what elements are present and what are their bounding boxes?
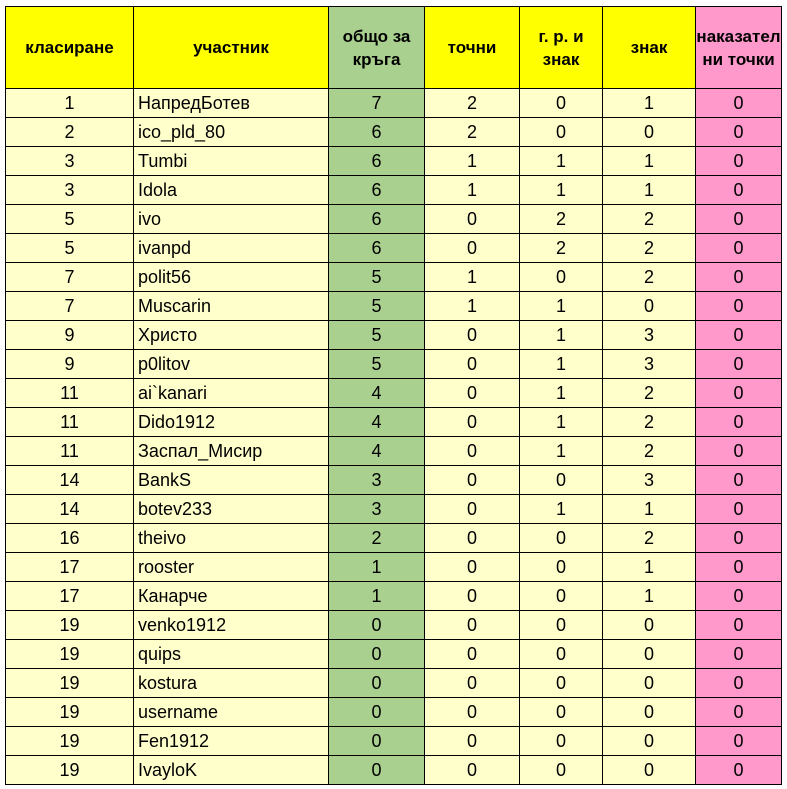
cell-total: 3 (329, 495, 425, 524)
cell-sign: 1 (603, 553, 696, 582)
cell-penalty: 0 (696, 524, 782, 553)
cell-penalty: 0 (696, 408, 782, 437)
cell-total: 6 (329, 234, 425, 263)
cell-gd-sign: 0 (520, 582, 603, 611)
table-row (6, 379, 782, 408)
table-row (6, 495, 782, 524)
cell-gd-sign: 0 (520, 698, 603, 727)
cell-participant: botev233 (134, 495, 329, 524)
cell-penalty: 0 (696, 379, 782, 408)
cell-total: 0 (329, 669, 425, 698)
cell-exact: 0 (425, 350, 520, 379)
cell-participant: Dido1912 (134, 408, 329, 437)
cell-total: 5 (329, 263, 425, 292)
cell-rank: 19 (6, 669, 134, 698)
cell-rank: 2 (6, 118, 134, 147)
cell-participant: Канарче (134, 582, 329, 611)
cell-rank: 16 (6, 524, 134, 553)
cell-exact: 0 (425, 234, 520, 263)
table-row (6, 321, 782, 350)
cell-total: 0 (329, 756, 425, 785)
cell-sign: 2 (603, 234, 696, 263)
cell-exact: 0 (425, 495, 520, 524)
cell-penalty: 0 (696, 698, 782, 727)
cell-sign: 0 (603, 611, 696, 640)
cell-sign: 1 (603, 89, 696, 118)
cell-penalty: 0 (696, 89, 782, 118)
header-exact: точни (425, 7, 520, 89)
cell-exact: 2 (425, 89, 520, 118)
cell-penalty: 0 (696, 669, 782, 698)
cell-rank: 11 (6, 437, 134, 466)
cell-rank: 11 (6, 408, 134, 437)
cell-sign: 1 (603, 176, 696, 205)
cell-participant: Tumbi (134, 147, 329, 176)
table-row (6, 698, 782, 727)
cell-participant: ivo (134, 205, 329, 234)
header-participant: участник (134, 7, 329, 89)
cell-exact: 0 (425, 466, 520, 495)
cell-exact: 0 (425, 321, 520, 350)
cell-rank: 7 (6, 263, 134, 292)
table-row (6, 756, 782, 785)
cell-rank: 14 (6, 466, 134, 495)
table-row (6, 234, 782, 263)
cell-total: 2 (329, 524, 425, 553)
cell-gd-sign: 1 (520, 379, 603, 408)
cell-exact: 0 (425, 379, 520, 408)
cell-rank: 17 (6, 553, 134, 582)
header-gd-sign: г. р. и знак (520, 7, 603, 89)
cell-rank: 5 (6, 234, 134, 263)
cell-exact: 0 (425, 582, 520, 611)
cell-exact: 0 (425, 756, 520, 785)
table-row (6, 727, 782, 756)
cell-participant: Христо (134, 321, 329, 350)
cell-penalty: 0 (696, 466, 782, 495)
cell-gd-sign: 1 (520, 495, 603, 524)
cell-total: 5 (329, 292, 425, 321)
cell-total: 7 (329, 89, 425, 118)
cell-gd-sign: 1 (520, 437, 603, 466)
cell-penalty: 0 (696, 234, 782, 263)
cell-total: 5 (329, 321, 425, 350)
cell-penalty: 0 (696, 263, 782, 292)
cell-rank: 14 (6, 495, 134, 524)
cell-exact: 0 (425, 611, 520, 640)
cell-participant: BankS (134, 466, 329, 495)
cell-exact: 0 (425, 698, 520, 727)
cell-rank: 9 (6, 321, 134, 350)
cell-gd-sign: 0 (520, 118, 603, 147)
table-row (6, 176, 782, 205)
cell-gd-sign: 0 (520, 553, 603, 582)
cell-total: 4 (329, 437, 425, 466)
cell-total: 0 (329, 611, 425, 640)
cell-sign: 2 (603, 263, 696, 292)
cell-penalty: 0 (696, 553, 782, 582)
cell-participant: ivanpd (134, 234, 329, 263)
cell-sign: 3 (603, 321, 696, 350)
header-penalty: наказателни точки (696, 7, 782, 89)
cell-exact: 0 (425, 553, 520, 582)
cell-participant: ai`kanari (134, 379, 329, 408)
cell-rank: 1 (6, 89, 134, 118)
cell-participant: venko1912 (134, 611, 329, 640)
cell-participant: quips (134, 640, 329, 669)
cell-participant: Заспал_Мисир (134, 437, 329, 466)
cell-participant: НапредБотев (134, 89, 329, 118)
cell-sign: 2 (603, 524, 696, 553)
cell-rank: 11 (6, 379, 134, 408)
cell-rank: 17 (6, 582, 134, 611)
cell-sign: 1 (603, 147, 696, 176)
cell-rank: 3 (6, 176, 134, 205)
cell-participant: p0litov (134, 350, 329, 379)
cell-penalty: 0 (696, 147, 782, 176)
cell-gd-sign: 0 (520, 727, 603, 756)
cell-penalty: 0 (696, 640, 782, 669)
cell-penalty: 0 (696, 350, 782, 379)
cell-total: 6 (329, 147, 425, 176)
table-row (6, 292, 782, 321)
standings-table (5, 6, 782, 785)
cell-participant: Idola (134, 176, 329, 205)
cell-gd-sign: 0 (520, 89, 603, 118)
cell-sign: 0 (603, 118, 696, 147)
cell-sign: 2 (603, 408, 696, 437)
cell-participant: theivo (134, 524, 329, 553)
table-row (6, 408, 782, 437)
cell-penalty: 0 (696, 727, 782, 756)
cell-gd-sign: 0 (520, 466, 603, 495)
table-row (6, 437, 782, 466)
cell-sign: 2 (603, 437, 696, 466)
cell-total: 6 (329, 205, 425, 234)
cell-exact: 0 (425, 408, 520, 437)
cell-total: 1 (329, 553, 425, 582)
table-row (6, 118, 782, 147)
cell-gd-sign: 0 (520, 640, 603, 669)
cell-sign: 2 (603, 379, 696, 408)
cell-participant: ico_pld_80 (134, 118, 329, 147)
cell-penalty: 0 (696, 495, 782, 524)
cell-penalty: 0 (696, 176, 782, 205)
cell-rank: 19 (6, 698, 134, 727)
cell-sign: 0 (603, 292, 696, 321)
table-row (6, 611, 782, 640)
cell-sign: 0 (603, 640, 696, 669)
table-row (6, 350, 782, 379)
cell-total: 6 (329, 118, 425, 147)
cell-gd-sign: 0 (520, 611, 603, 640)
cell-sign: 3 (603, 350, 696, 379)
table-row (6, 640, 782, 669)
cell-exact: 0 (425, 205, 520, 234)
cell-participant: Muscarin (134, 292, 329, 321)
cell-rank: 19 (6, 727, 134, 756)
cell-exact: 0 (425, 727, 520, 756)
cell-gd-sign: 0 (520, 524, 603, 553)
cell-rank: 7 (6, 292, 134, 321)
header-row (6, 7, 782, 89)
cell-exact: 1 (425, 176, 520, 205)
cell-gd-sign: 2 (520, 234, 603, 263)
cell-rank: 19 (6, 640, 134, 669)
cell-participant: Fen1912 (134, 727, 329, 756)
cell-gd-sign: 1 (520, 350, 603, 379)
cell-gd-sign: 0 (520, 756, 603, 785)
cell-penalty: 0 (696, 321, 782, 350)
cell-total: 4 (329, 408, 425, 437)
cell-penalty: 0 (696, 118, 782, 147)
cell-penalty: 0 (696, 205, 782, 234)
cell-gd-sign: 1 (520, 292, 603, 321)
table-row (6, 263, 782, 292)
cell-exact: 0 (425, 524, 520, 553)
cell-penalty: 0 (696, 611, 782, 640)
header-total: общо за кръга (329, 7, 425, 89)
cell-total: 6 (329, 176, 425, 205)
cell-rank: 19 (6, 611, 134, 640)
cell-gd-sign: 1 (520, 147, 603, 176)
cell-sign: 1 (603, 582, 696, 611)
cell-penalty: 0 (696, 582, 782, 611)
cell-total: 0 (329, 727, 425, 756)
header-rank: класиране (6, 7, 134, 89)
cell-exact: 0 (425, 669, 520, 698)
cell-total: 4 (329, 379, 425, 408)
cell-rank: 5 (6, 205, 134, 234)
cell-participant: polit56 (134, 263, 329, 292)
cell-sign: 0 (603, 669, 696, 698)
table-row (6, 89, 782, 118)
cell-sign: 2 (603, 205, 696, 234)
cell-exact: 0 (425, 437, 520, 466)
cell-total: 0 (329, 698, 425, 727)
cell-participant: IvayloK (134, 756, 329, 785)
cell-penalty: 0 (696, 437, 782, 466)
cell-gd-sign: 0 (520, 263, 603, 292)
table-row (6, 524, 782, 553)
cell-sign: 0 (603, 756, 696, 785)
cell-penalty: 0 (696, 292, 782, 321)
cell-total: 1 (329, 582, 425, 611)
cell-sign: 0 (603, 727, 696, 756)
cell-rank: 9 (6, 350, 134, 379)
cell-sign: 0 (603, 698, 696, 727)
table-row (6, 466, 782, 495)
header-sign: знак (603, 7, 696, 89)
table-row (6, 553, 782, 582)
cell-exact: 1 (425, 263, 520, 292)
cell-rank: 3 (6, 147, 134, 176)
table-row (6, 582, 782, 611)
cell-sign: 3 (603, 466, 696, 495)
cell-total: 0 (329, 640, 425, 669)
cell-gd-sign: 0 (520, 669, 603, 698)
cell-exact: 1 (425, 292, 520, 321)
table-row (6, 147, 782, 176)
cell-gd-sign: 2 (520, 205, 603, 234)
cell-gd-sign: 1 (520, 176, 603, 205)
cell-rank: 19 (6, 756, 134, 785)
cell-total: 5 (329, 350, 425, 379)
cell-sign: 1 (603, 495, 696, 524)
cell-exact: 2 (425, 118, 520, 147)
cell-total: 3 (329, 466, 425, 495)
cell-gd-sign: 1 (520, 321, 603, 350)
table-row (6, 205, 782, 234)
cell-participant: username (134, 698, 329, 727)
cell-exact: 0 (425, 640, 520, 669)
cell-exact: 1 (425, 147, 520, 176)
cell-participant: kostura (134, 669, 329, 698)
cell-penalty: 0 (696, 756, 782, 785)
cell-participant: rooster (134, 553, 329, 582)
table-row (6, 669, 782, 698)
cell-gd-sign: 1 (520, 408, 603, 437)
